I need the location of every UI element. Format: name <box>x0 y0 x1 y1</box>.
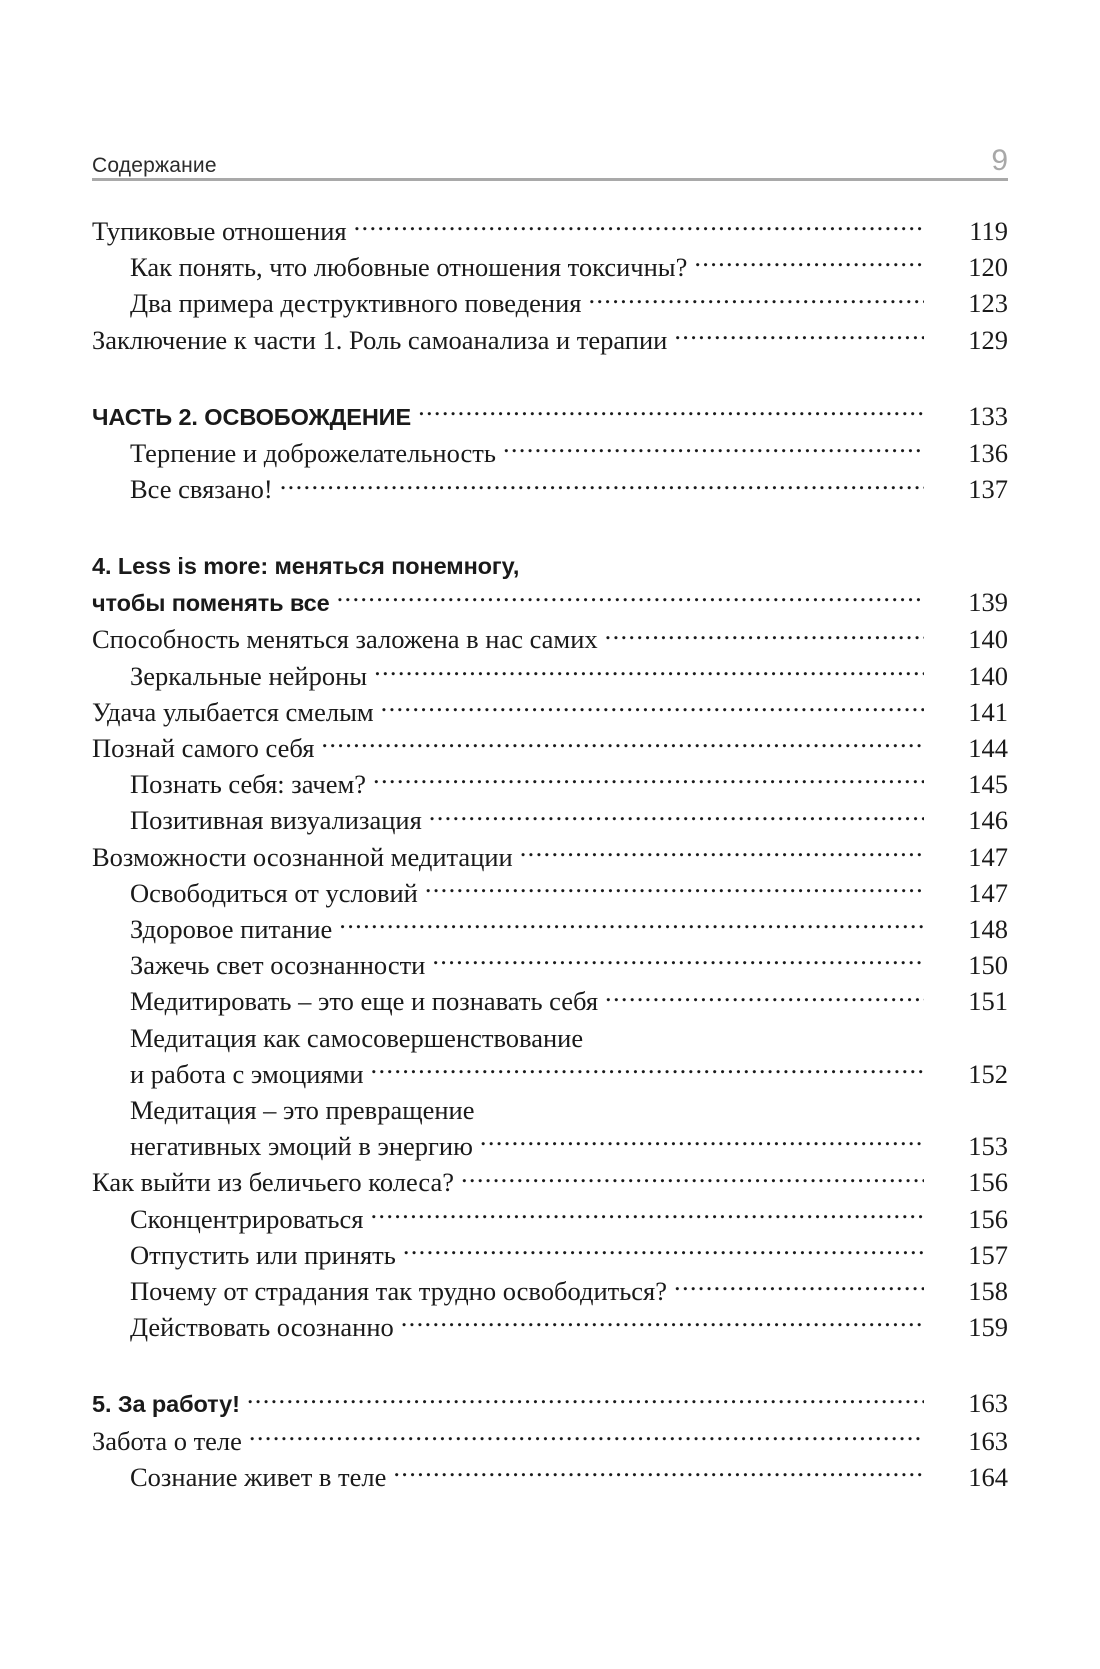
dot-leader <box>674 1273 924 1300</box>
toc-entry[interactable] <box>92 584 1008 621</box>
toc-entry-label: Все связано! <box>130 474 273 505</box>
toc-entry-label: Медитация как самосовершенствование <box>130 1022 584 1053</box>
toc-entry-label: Сконцентрироваться <box>130 1203 364 1234</box>
dot-leader <box>674 322 924 349</box>
toc-entry-page-number: 158 <box>968 1275 1008 1306</box>
dot-leader <box>694 250 924 277</box>
toc-entry-page-number: 119 <box>969 216 1008 246</box>
toc-entry[interactable] <box>92 802 1008 838</box>
toc-entry[interactable] <box>92 1056 1008 1092</box>
dot-leader <box>403 1237 924 1264</box>
dot-leader <box>425 875 924 902</box>
toc-entry-label: Два примера деструктивного поведения <box>130 288 582 319</box>
toc-entry-label: Удача улыбается смелым <box>92 696 374 727</box>
toc-entry[interactable] <box>92 839 1008 875</box>
page-number: 9 <box>991 144 1008 177</box>
toc-entry[interactable] <box>92 1020 1008 1056</box>
toc-entry-page-number: 123 <box>968 288 1008 319</box>
toc-entry-label: Здоровое питание <box>130 913 333 944</box>
dot-leader <box>354 214 924 241</box>
toc-entry-page-number: 137 <box>968 474 1008 505</box>
dot-leader <box>432 948 924 975</box>
dot-leader <box>321 730 924 757</box>
toc-entry[interactable] <box>92 249 1008 285</box>
toc-entry[interactable] <box>92 1423 1008 1459</box>
toc-entry[interactable] <box>92 435 1008 471</box>
toc-entry-label: Почему от страдания так трудно освободиться? <box>130 1275 668 1306</box>
toc-entry[interactable] <box>92 621 1008 657</box>
section-gap <box>92 1345 1008 1385</box>
toc-entry-page-number: 129 <box>968 324 1008 355</box>
toc-entry[interactable] <box>92 547 1008 584</box>
toc-entry-label: Познать себя: зачем? <box>130 769 367 800</box>
dot-leader <box>503 436 924 463</box>
toc-entry-page-number: 148 <box>968 913 1008 944</box>
toc-entry-label: Возможности осознанной медитации <box>92 841 513 872</box>
toc-entry-label: Познай самого себя <box>92 732 315 763</box>
toc-entry-label: Действовать осознанно <box>130 1312 394 1343</box>
section-gap <box>92 507 1008 547</box>
toc-entry-page-number: 136 <box>968 438 1008 469</box>
dot-leader <box>249 1423 924 1450</box>
toc-entry-page-number: 153 <box>968 1131 1008 1162</box>
toc-entry-label: Способность меняться заложена в нас самих <box>92 624 598 655</box>
toc-entry[interactable] <box>92 1128 1008 1164</box>
toc-entry-page-number: 157 <box>968 1239 1008 1270</box>
toc-entry-label: 5. За работу! <box>92 1391 240 1418</box>
toc-entry-label: Медитация – это превращение <box>130 1094 475 1125</box>
dot-leader <box>247 1386 924 1413</box>
toc-entry-label: негативных эмоций в энергию <box>130 1131 473 1162</box>
dot-leader <box>393 1459 924 1486</box>
running-head <box>92 130 1008 176</box>
toc-entry-label: Терпение и доброжелательность <box>130 438 496 469</box>
toc-entry-page-number: 159 <box>968 1312 1008 1343</box>
toc-entry-page-number: 156 <box>968 1167 1008 1198</box>
dot-leader <box>429 803 924 830</box>
toc-entry-label: Освободиться от условий <box>130 877 418 908</box>
page-title: Содержание <box>92 154 217 177</box>
toc-entry[interactable] <box>92 1309 1008 1345</box>
toc-entry-page-number: 147 <box>968 841 1008 872</box>
section-gap <box>92 358 1008 398</box>
toc-entry-label: чтобы поменять все <box>92 590 330 617</box>
toc-entry[interactable] <box>92 471 1008 507</box>
toc-entry-label: 4. Less is more: меняться понемногу, <box>92 552 520 579</box>
toc-entry-page-number: 151 <box>968 986 1008 1017</box>
dot-leader <box>605 622 924 649</box>
toc-entry[interactable] <box>92 694 1008 730</box>
toc-entry-label: Заключение к части 1. Роль самоанализа и терапии <box>92 324 668 355</box>
toc-entry[interactable] <box>92 658 1008 694</box>
toc-entry-label: Зеркальные нейроны <box>130 660 368 691</box>
toc-entry[interactable] <box>92 1164 1008 1200</box>
toc-entry-page-number: 139 <box>968 587 1008 618</box>
toc-entry-label: Зажечь свет осознанности <box>130 950 426 981</box>
toc-entry-label: Тупиковые отношения <box>92 216 347 246</box>
dot-leader <box>480 1129 924 1156</box>
toc-entry[interactable] <box>92 730 1008 766</box>
toc-entry-page-number: 163 <box>968 1425 1008 1456</box>
dot-leader <box>370 1201 924 1228</box>
table-of-contents <box>92 213 1008 1495</box>
toc-entry-page-number: 164 <box>968 1461 1008 1492</box>
toc-entry-label: Позитивная визуализация <box>130 805 422 836</box>
toc-entry[interactable] <box>92 1237 1008 1273</box>
toc-entry-page-number: 156 <box>968 1203 1008 1234</box>
toc-entry-label: Отпустить или принять <box>130 1239 396 1270</box>
toc-entry[interactable] <box>92 1273 1008 1309</box>
dot-leader <box>401 1310 924 1337</box>
toc-entry-page-number: 145 <box>968 769 1008 800</box>
dot-leader <box>371 1056 924 1083</box>
toc-entry[interactable] <box>92 1459 1008 1495</box>
toc-entry[interactable] <box>92 322 1008 358</box>
dot-leader <box>339 911 924 938</box>
dot-leader <box>588 286 924 313</box>
dot-leader <box>373 767 924 794</box>
dot-leader <box>337 585 924 612</box>
toc-entry-page-number: 146 <box>968 805 1008 836</box>
toc-entry-label: Забота о теле <box>92 1425 242 1456</box>
toc-entry-label: ЧАСТЬ 2. ОСВОБОЖДЕНИЕ <box>92 403 412 430</box>
dot-leader <box>461 1165 924 1192</box>
dot-leader <box>605 984 924 1011</box>
toc-entry-page-number: 152 <box>968 1058 1008 1089</box>
toc-entry-page-number: 163 <box>968 1388 1008 1419</box>
toc-entry[interactable] <box>92 766 1008 802</box>
toc-entry[interactable] <box>92 1201 1008 1237</box>
dot-leader <box>374 658 924 685</box>
dot-leader <box>381 694 924 721</box>
toc-entry[interactable] <box>92 911 1008 947</box>
toc-entry-page-number: 140 <box>968 624 1008 655</box>
toc-entry-page-number: 120 <box>968 252 1008 283</box>
toc-entry[interactable] <box>92 285 1008 321</box>
toc-entry-label: Как понять, что любовные отношения токсичны? <box>130 252 688 283</box>
toc-entry-page-number: 144 <box>968 732 1008 763</box>
toc-entry-page-number: 140 <box>968 660 1008 691</box>
toc-entry-page-number: 150 <box>968 950 1008 981</box>
toc-entry-label: и работа с эмоциями <box>130 1058 364 1089</box>
toc-entry[interactable] <box>92 1385 1008 1422</box>
toc-entry-label: Медитировать – это еще и познавать себя <box>130 986 599 1017</box>
toc-entry-label: Сознание живет в теле <box>130 1461 387 1492</box>
dot-leader <box>418 398 924 425</box>
toc-entry-page-number: 147 <box>968 877 1008 908</box>
dot-leader <box>520 839 924 866</box>
toc-entry-label: Как выйти из беличьего колеса? <box>92 1167 454 1198</box>
toc-entry[interactable] <box>92 1092 1008 1128</box>
toc-entry[interactable] <box>92 983 1008 1019</box>
toc-entry[interactable] <box>92 947 1008 983</box>
toc-entry-page-number: 133 <box>968 400 1008 431</box>
toc-entry[interactable] <box>92 398 1008 435</box>
dot-leader <box>280 472 924 499</box>
toc-entry[interactable] <box>92 213 1008 249</box>
toc-entry-page-number: 141 <box>968 696 1008 727</box>
header-divider <box>92 178 1008 181</box>
toc-entry[interactable] <box>92 875 1008 911</box>
